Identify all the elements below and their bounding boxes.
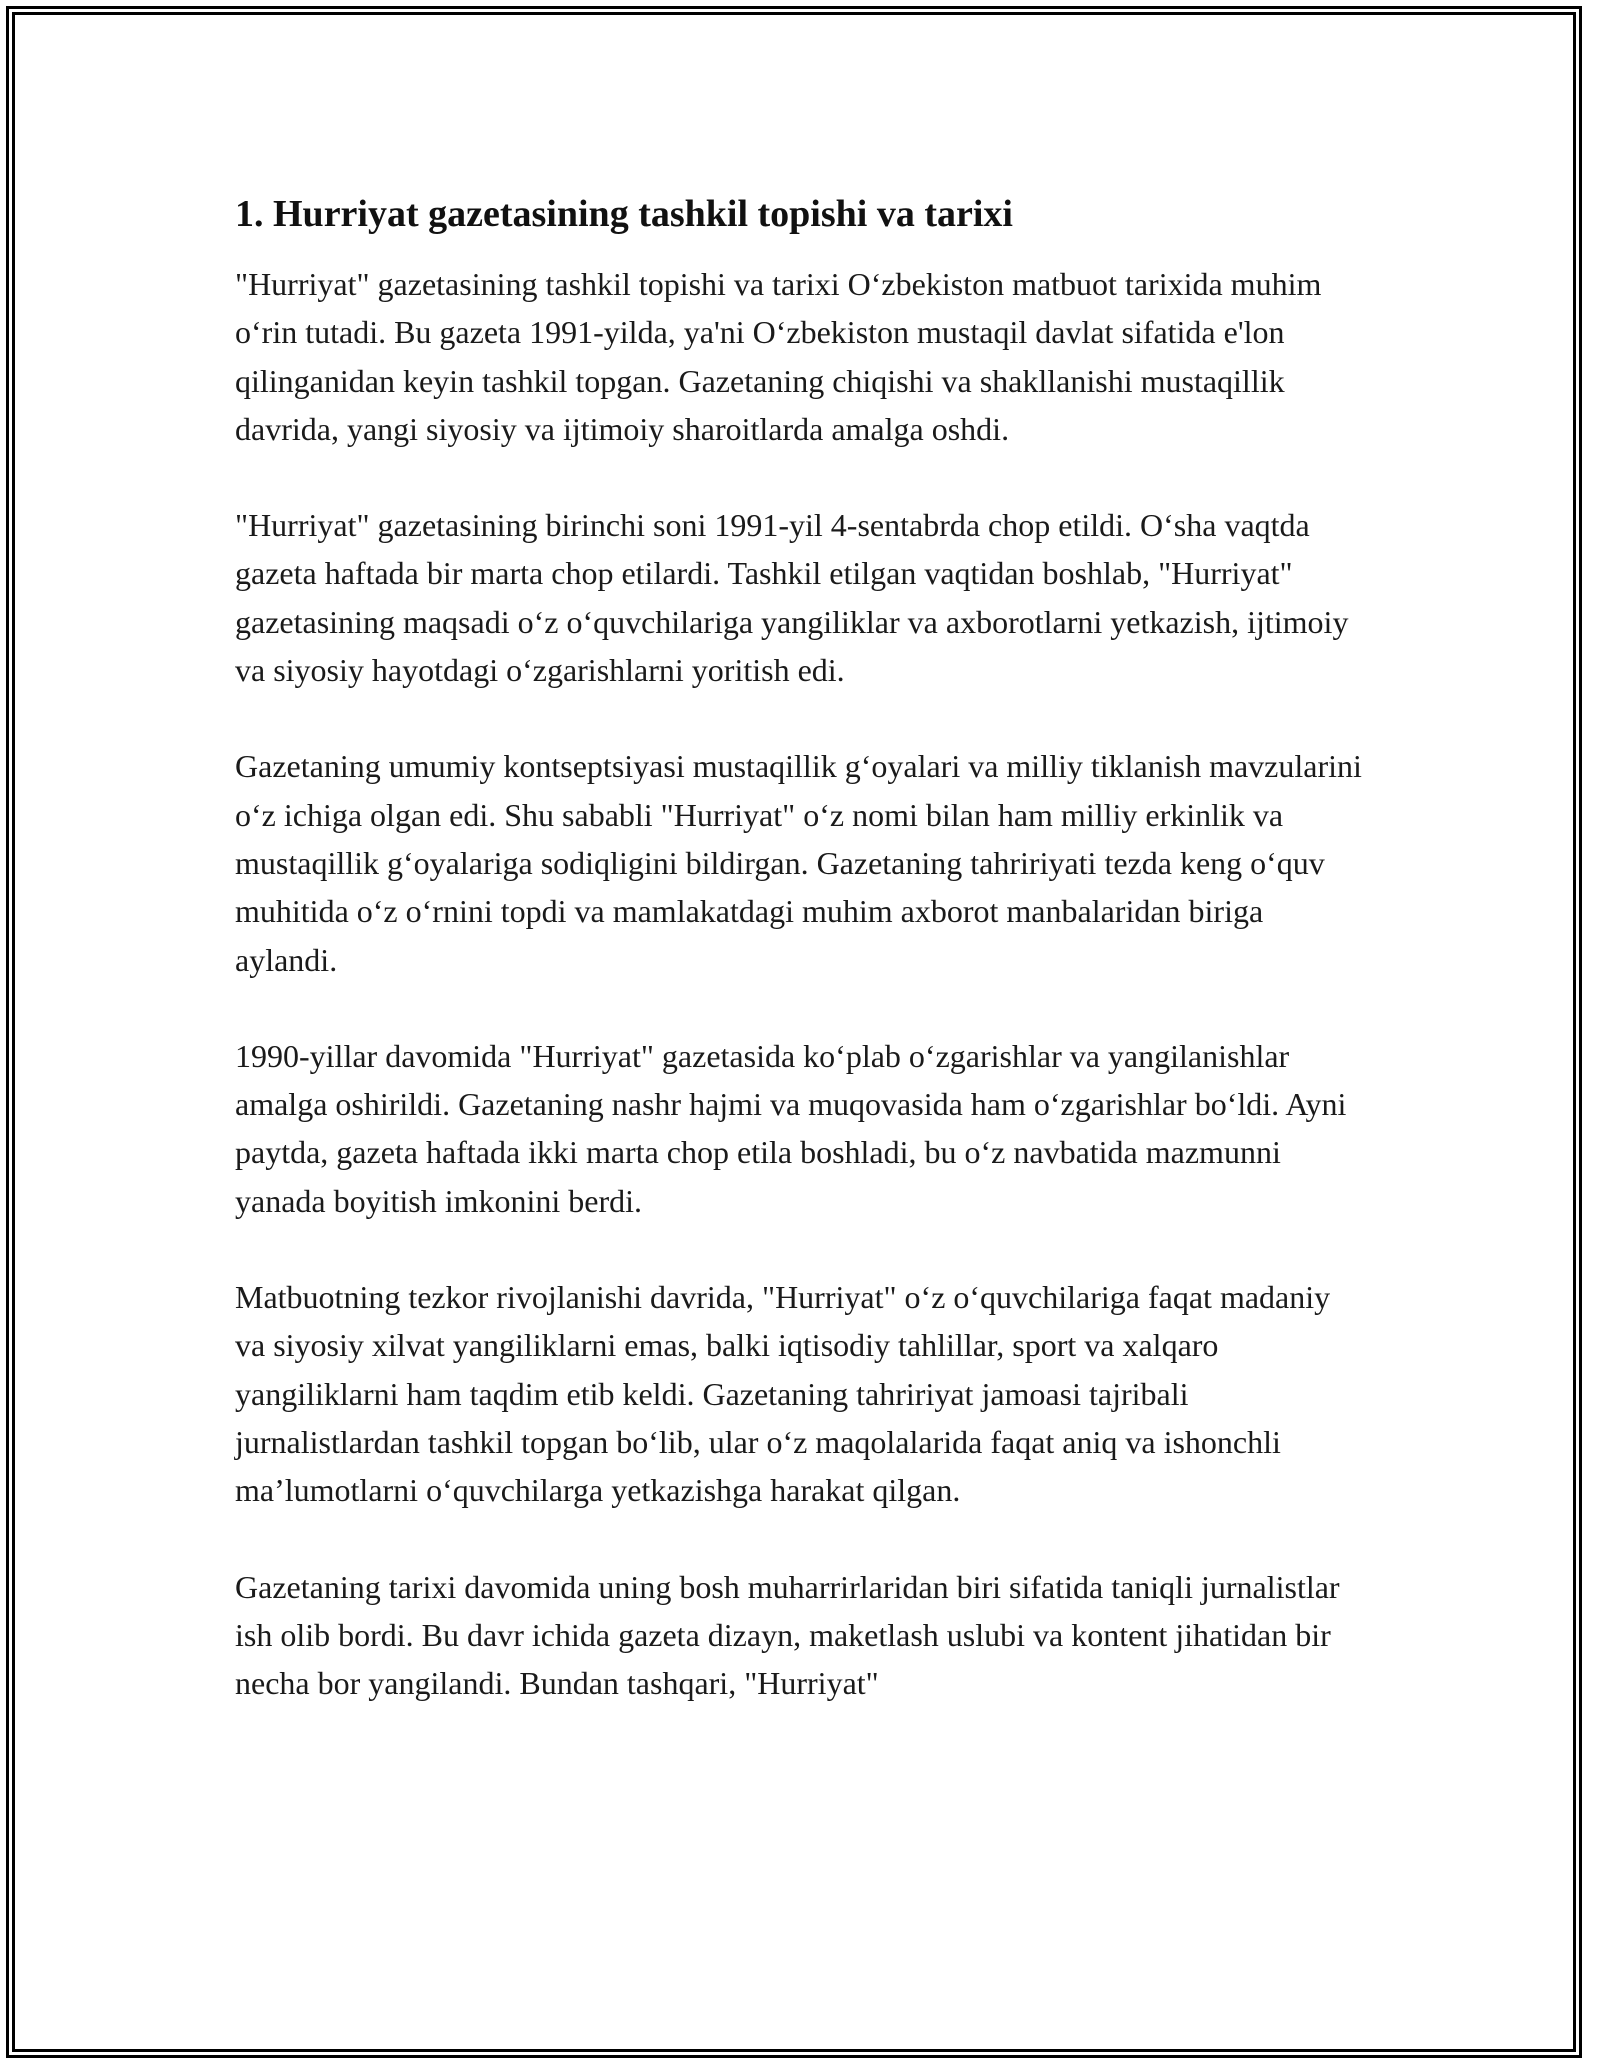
section-heading: 1. Hurriyat gazetasining tashkil topishi va tarixi — [235, 193, 1013, 235]
paragraph-2: "Hurriyat" gazetasining birinchi soni 1991-yil 4-sentabrda chop etildi. O‘sha vaqtda gazeta haftada bir marta chop etilardi. Tashkil etilgan vaqtidan boshlab, "Hurriyat" gazetasining maqsadi o‘z o‘quvchilariga yangiliklar va axborotlarni yetkazish, ijtimoiy va siyosiy hayotdagi o‘zgarishlarni yoritish edi. — [235, 507, 1349, 689]
paragraph-6: Gazetaning tarixi davomida uning bosh muharrirlaridan biri sifatida taniqli jurnalistlar ish olib bordi. Bu davr ichida gazeta dizayn, maketlash uslubi va kontent jihatidan bir necha bor yangilandi. Bundan tashqari, "Hurriyat" — [235, 1568, 1340, 1702]
paragraph-4: 1990-yillar davomida "Hurriyat" gazetasida ko‘plab o‘zgarishlar va yangilanishlar amalga oshirildi. Gazetaning nashr hajmi va muqovasida ham o‘zgarishlar bo‘ldi. Ayni paytda, gazeta haftada ikki marta chop etila boshladi, bu o‘z navbatida mazmunni yanada boyitish imkonini berdi. — [235, 1037, 1347, 1219]
document-body — [235, 188, 1365, 1755]
paragraph-3: Gazetaning umumiy kontseptsiyasi mustaqillik g‘oyalari va milliy tiklanish mavzularini o‘z ichiga olgan edi. Shu sababli "Hurriyat" o‘z nomi bilan ham milliy erkinlik va mustaqillik g‘oyalariga sodiqligini bildirgan. Gazetaning tahririyati tezda keng o‘quv muhitida o‘z o‘rnini topdi va mamlakatdagi muhim axborot manbalaridan biriga aylandi. — [235, 748, 1362, 978]
paragraph-5: Matbuotning tezkor rivojlanishi davrida, "Hurriyat" o‘z o‘quvchilariga faqat madaniy va siyosiy xilvat yangiliklarni emas, balki iqtisodiy tahlillar, sport va xalqaro yangiliklarni ham taqdim etib keldi. Gazetaning tahririyat jamoasi tajribali jurnalistlardan tashkil topgan bo‘lib, ular o‘z maqolalarida faqat aniq va ishonchli ma’lumotlarni o‘quvchilarga yetkazishga harakat qilgan. — [235, 1279, 1331, 1509]
paragraph-1: "Hurriyat" gazetasining tashkil topishi va tarixi O‘zbekiston matbuot tarixida muhim o‘rin tutadi. Bu gazeta 1991-yilda, ya'ni O‘zbekiston mustaqil davlat sifatida e'lon qilinganidan keyin tashkil topgan. Gazetaning chiqishi va shakllanishi mustaqillik davrida, yangi siyosiy va ijtimoiy sharoitlarda amalga oshdi. — [235, 266, 1322, 447]
